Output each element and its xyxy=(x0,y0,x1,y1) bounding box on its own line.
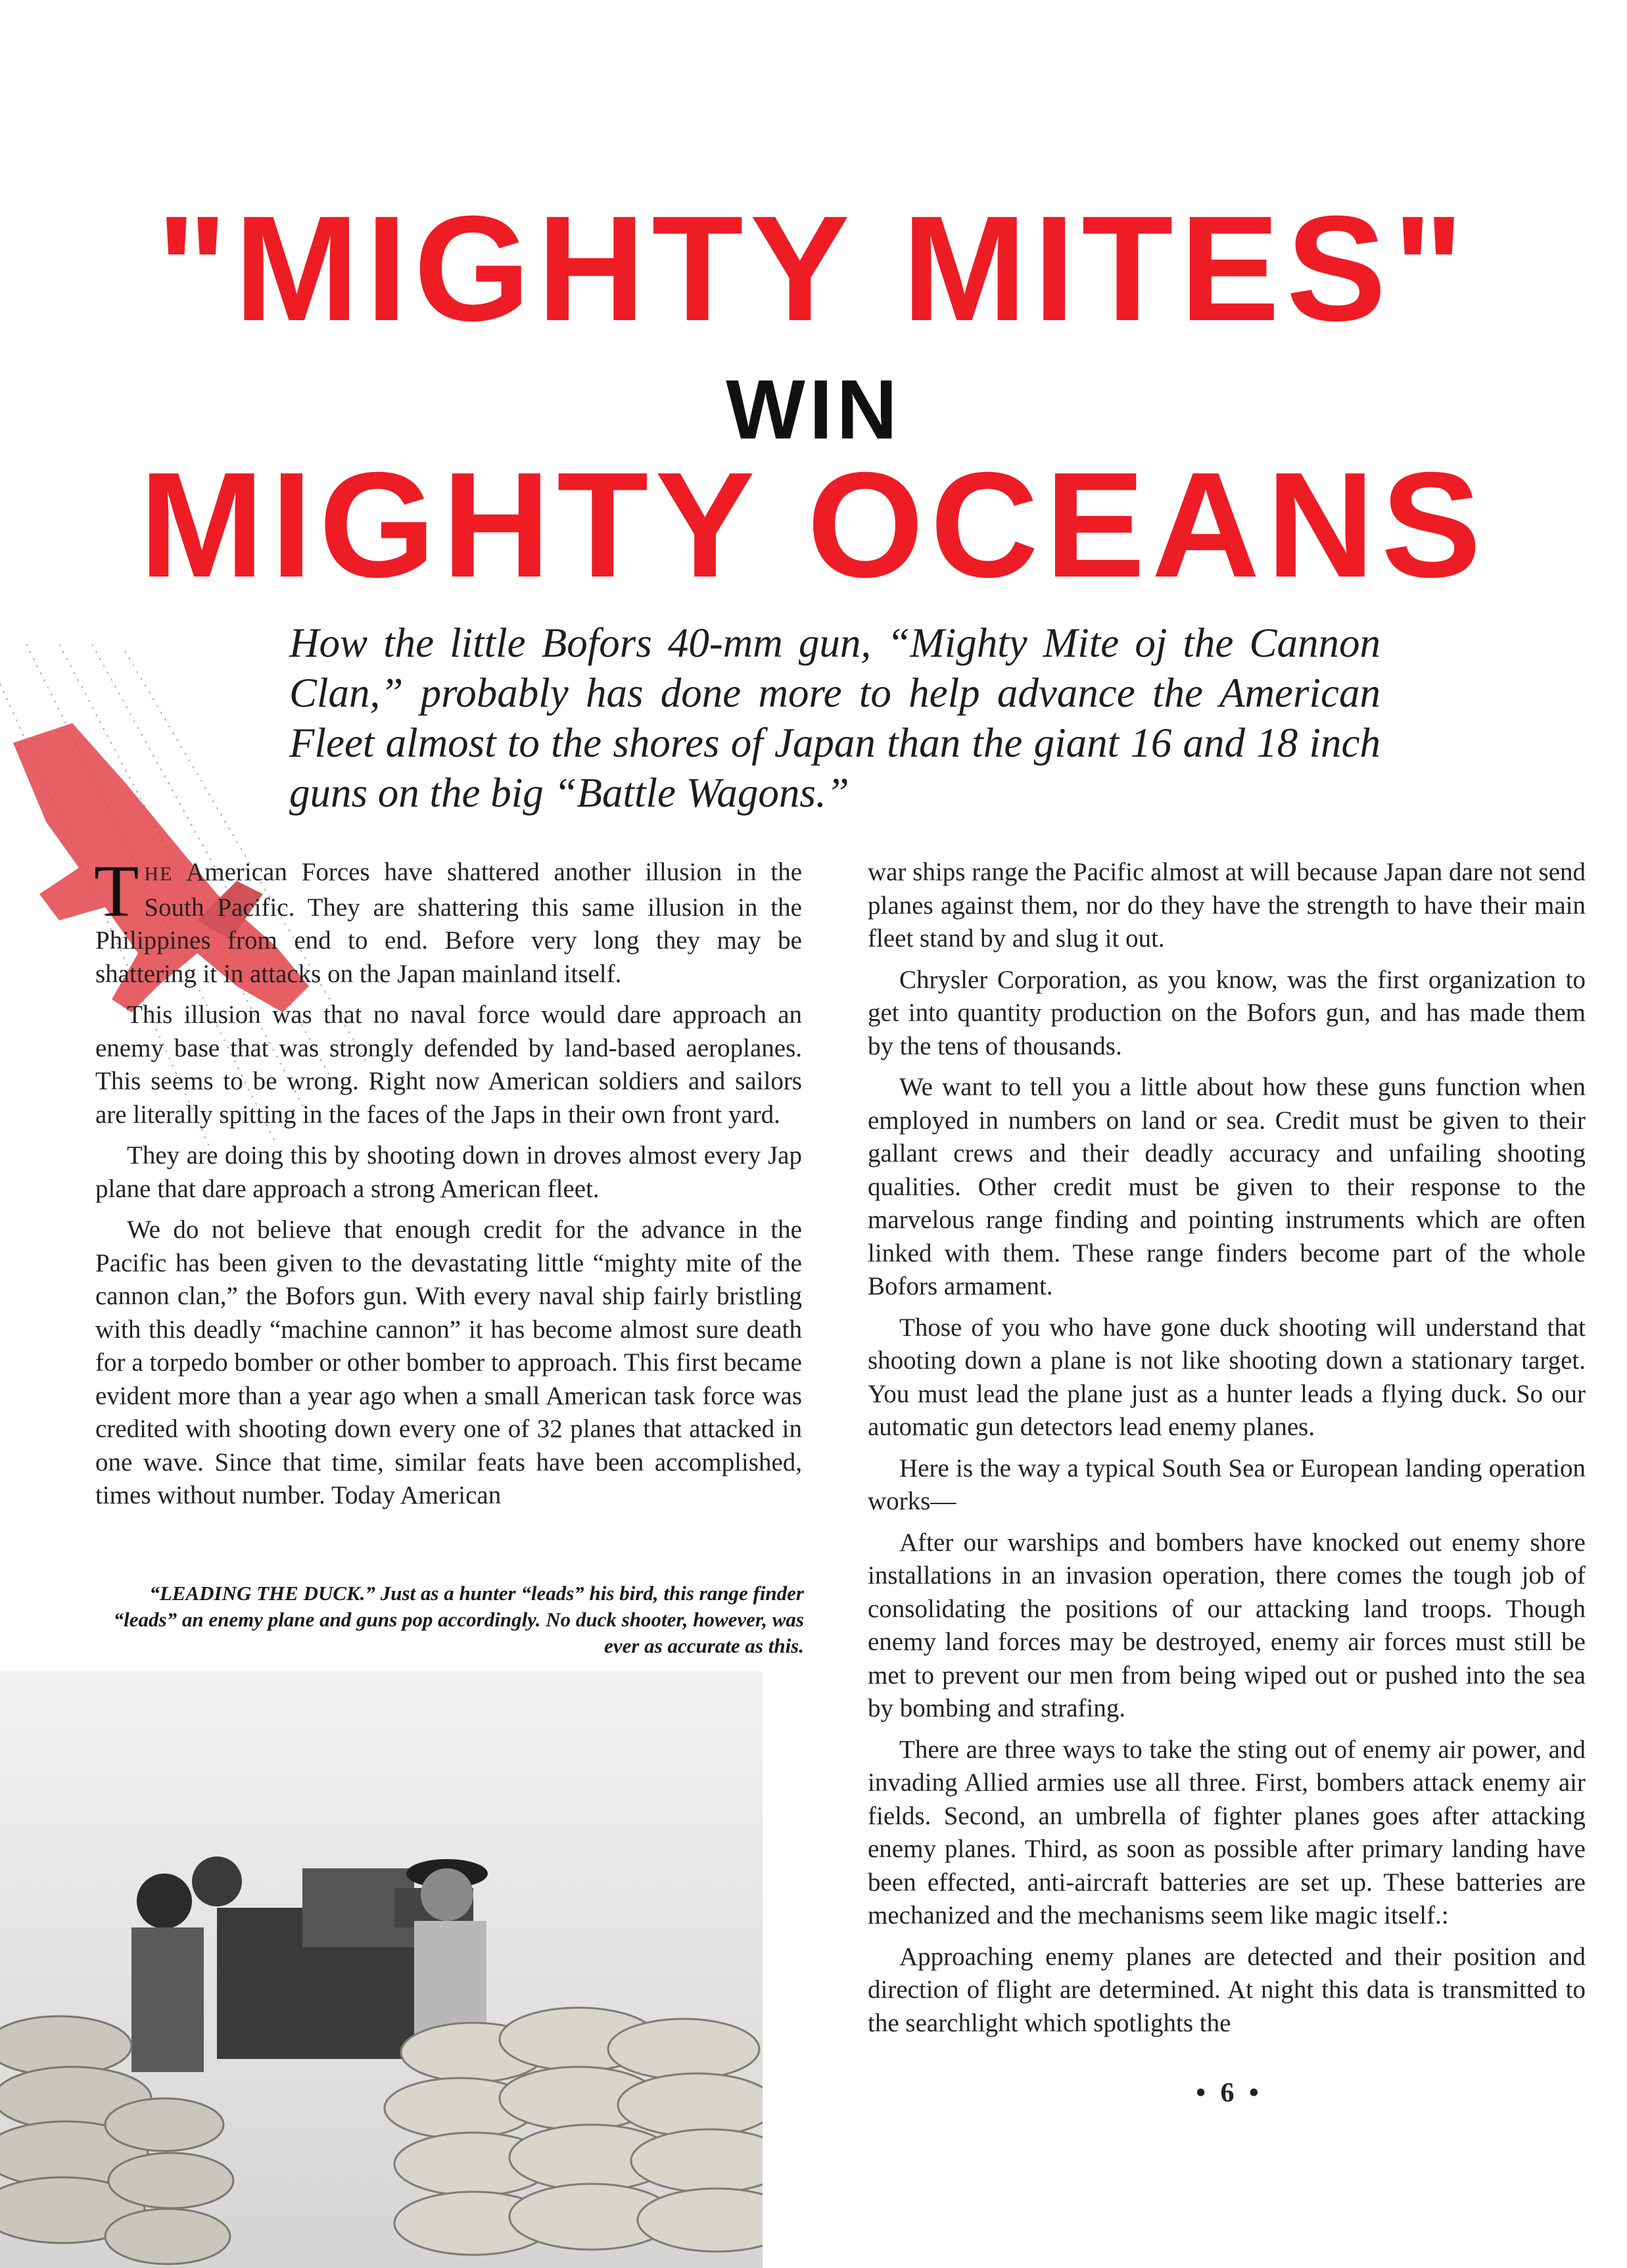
article-paragraph: Here is the way a typical South Sea or European landing operation works— xyxy=(868,1453,1586,1515)
article-paragraph: Approaching enemy planes are detected and their position and direction of flight are determined. At night this data is transmitted to the searchlight which spotlights the xyxy=(868,1942,1586,2037)
page-number: • 6 • xyxy=(1196,2078,1263,2108)
drop-cap: T xyxy=(94,851,139,932)
headline-line-3: MIGHTY OCEANS xyxy=(139,442,1488,609)
article-paragraph: This illusion was that no naval force would dare approach an enemy base that was strongly defended by land-based aeroplanes. This seems to be wrong. Right now American soldiers and sailors are literally spitting in the faces of the Japs in their own front yard. xyxy=(95,1001,802,1129)
article-paragraph xyxy=(94,851,802,991)
headline-line-1: "MIGHTY MITES" xyxy=(156,185,1471,352)
article-paragraph-text: American Forces have shattered another illusion in the South Pacific. They are shattering this same illusion in the Philippines from end to end. Before very long they may be shattering it in attacks on the Japan mainland itself. xyxy=(95,858,802,988)
anti-aircraft-gun-crew-photo xyxy=(0,1671,803,2268)
small-caps-lead: HE xyxy=(144,863,174,885)
article-paragraph: Those of you who have gone duck shooting will understand that shooting down a plane is not like shooting down a stationary target. You must lead the plane just as a hunter leads a flying duck. So our automatic gun detectors lead enemy planes. xyxy=(868,1313,1586,1441)
article-paragraph: There are three ways to take the sting out of enemy air power, and invading Allied armies use all three. First, bombers attack enemy air fields. Second, an umbrella of fighter planes goes after attacking enemy planes. Third, as soon as possible after primary landing have been effected, anti-aircraft batteries are set up. These batteries are mechanized and the mechanisms seem like magic itself.: xyxy=(868,1735,1586,1929)
subtitle-deck: How the little Bofors 40-mm gun, “Mighty Mite oj the Cannon Clan,” probably has done more to help advance the American Fleet almost to the shores of Japan than the giant 16 and 18 inch guns on the big “Battle Wagons.” xyxy=(289,620,1380,816)
article-paragraph: Chrysler Corporation, as you know, was the first organization to get into quantity production on the Bofors gun, and has made them by the tens of thousands. xyxy=(868,965,1586,1060)
headline-line-2: WIN xyxy=(726,363,901,457)
article-paragraph: They are doing this by shooting down in droves almost every Jap plane that dare approach a strong American fleet. xyxy=(95,1141,802,1203)
article-paragraph: We do not believe that enough credit for the advance in the Pacific has been given to the devastating little “mighty mite of the cannon clan,” the Bofors gun. With every naval ship fairly bristling with this deadly “machine cannon” it has become almost sure death for a torpedo bomber or other bomber to approach. This first became evident more than a year ago when a small American task force was credited with shooting down every one of 32 planes that attacked in one wave. Since that time, similar feats have been accomplished, times without number. Today American xyxy=(95,1216,802,1509)
article-paragraph: After our warships and bombers have knocked out enemy shore installations in an invasion operation, there comes the tough job of consolidating the positions of our attacking land troops. Though enemy land forces may be destroyed, enemy air forces must still be met to prevent our men from being wiped out or pushed into the sea by bombing and strafing. xyxy=(868,1528,1586,1722)
photo-caption: “LEADING THE DUCK.” Just as a hunter “leads” his bird, this range finder “leads” an enemy plane and guns pop accordingly. No duck shooter, however, was ever as accurate as this. xyxy=(113,1582,804,1657)
article-paragraph: We want to tell you a little about how these guns function when employed in numbers on land or sea. Credit must be given to their gallant crews and their deadly accuracy and unfailing shooting qualities. Other credit must be given to their response to the marvelous range finding and pointing instruments which are often linked with them. These range finders become part of the whole Bofors armament. xyxy=(868,1073,1586,1300)
article-column-left xyxy=(94,851,802,1521)
article-paragraph: war ships range the Pacific almost at will because Japan dare not send planes against them, nor do they have the strength to have their main fleet stand by and slug it out. xyxy=(868,858,1586,953)
article-column-right xyxy=(868,856,1586,2048)
